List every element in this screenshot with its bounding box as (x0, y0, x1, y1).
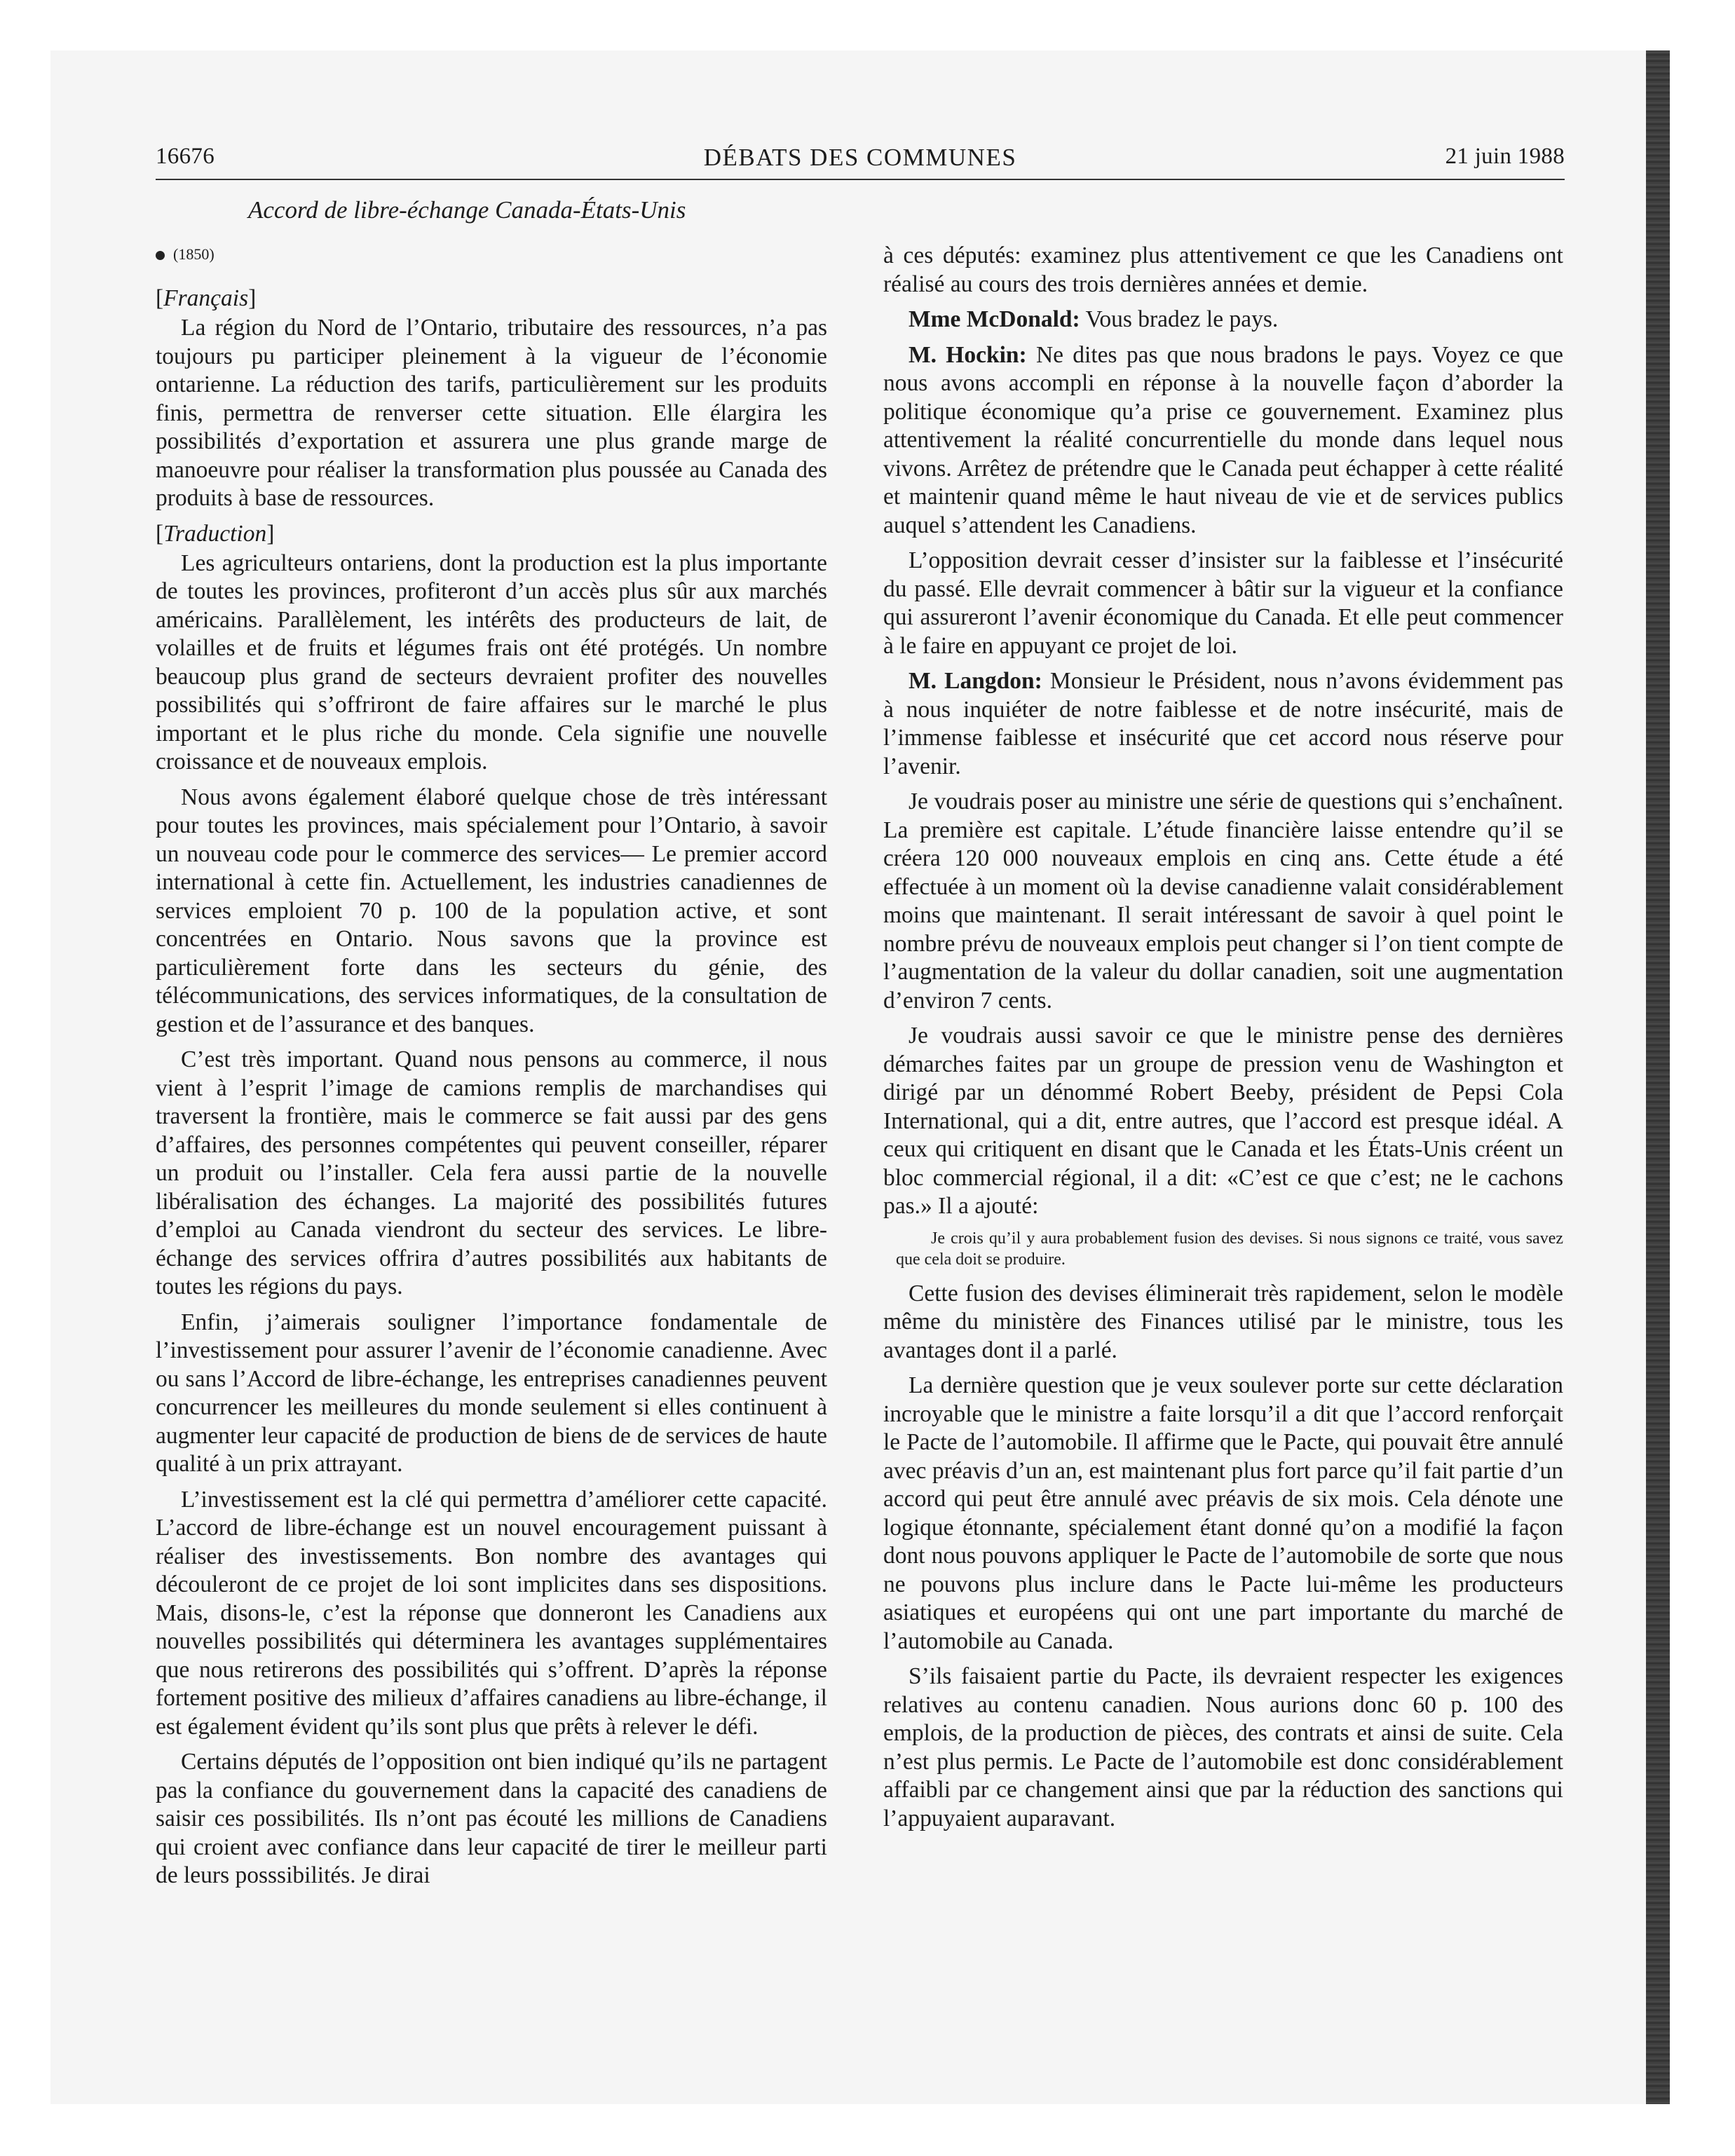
paragraph: La dernière question que je veux soulever porte sur cette déclaration incroyable que le ministre a faite lorsqu’il a dit que l’accord renforçait le Pacte de l’automobile. Il affirme que le Pacte, qui pouvait être annulé avec préavis d’un an, est maintenant plus fort parce qu’il fait partie d’un accord qui peut être annulé avec préavis de six mois. Cela dénote une logique étonnante, spécialement étant donné qu’on a modifié la façon dont nous pouvons appliquer le Pacte de l’automobile de sorte que nous ne pouvons plus inclure dans le Pacte lui-même les producteurs asiatiques et européens qui ont une part importante du marché de l’automobile au Canada. (883, 1372, 1563, 1654)
language-label: Traduction (163, 520, 267, 547)
paragraph: S’ils faisaient partie du Pacte, ils devraient respecter les exigences relatives au contenu canadien. Nous aurions donc 60 p. 100 des emplois, de la production de pièces, des contrats et ainsi de suite. Cela n’est plus permis. Le Pacte de l’automobile est donc considérablement affaibli par ce changement ainsi que par la réduction des sanctions qui l’appuyaient auparavant. (883, 1663, 1563, 1831)
speech-text: Monsieur le Président, nous n’avons évidemment pas à nous inquiéter de notre faiblesse et de notre insécurité, mais de l’immense faiblesse et insécurité que cet accord nous réserve pour l’avenir. (883, 668, 1563, 779)
paragraph: Certains députés de l’opposition ont bien indiqué qu’ils ne partagent pas la confiance du gouvernement dans la capacité des canadiens de saisir ces possibilités. Ils n’ont pas écouté les millions de Canadiens qui croient avec confiance dans leur capacité de tirer le meilleur parti de leurs posssibilités. Je dirai (156, 1749, 827, 1888)
paragraph: Je voudrais aussi savoir ce que le ministre pense des dernières démarches faites par un groupe de pression venu de Washington et dirigé par un dénommé Robert Beeby, président de Pepsi Cola International, qui a dit, entre autres, que l’accord est presque idéal. A ceux qui critiquent en disant que le Canada et les États-Unis créent un bloc commercial régional, il a dit: «C’est ce que c’est; ne le cachons pas.» Il a ajouté: (883, 1023, 1563, 1219)
paragraph: L’opposition devrait cesser d’insister sur la faiblesse et l’insécurité du passé. Elle devrait commencer à bâtir sur la vigueur et la confiance qui assureront l’avenir économique du Canada. Et elle peut commencer à le faire en appuyant ce projet de loi. (883, 547, 1563, 659)
language-marker: [Traduction] (156, 520, 275, 547)
speaker-name: M. Hockin: (909, 341, 1027, 368)
section-title: Accord de libre-échange Canada-États-Unis (248, 196, 686, 224)
block-quote: Je crois qu’il y aura probablement fusion des devises. Si nous signons ce traité, vous savez que cela doit se produire. (896, 1229, 1563, 1269)
paragraph: Je voudrais poser au ministre une série de questions qui s’enchaînent. La première est capitale. L’étude financière laisse entendre qu’il se créera 120 000 nouveaux emplois en cinq ans. Cette étude a été effectuée à un moment où la devise canadienne valait considérablement moins que maintenant. Il serait intéressant de savoir à quel point le nombre prévu de nouveaux emplois peut changer si l’on tient compte de l’augmentation de la valeur du dollar canadien, soit une augmentation d’environ 7 cents. (883, 789, 1563, 1014)
speech-text: Ne dites pas que nous bradons le pays. Voyez ce que nous avons accompli en réponse à la nouvelle façon d’aborder la politique économique qu’a prise ce gouvernement. Examinez plus attentivement la réalité concurrentielle du monde dans lequel nous vivons. Arrêtez de prétendre que le Canada peut échapper à cette réalité et maintenir quand même le haut niveau de vie et de services publics auquel s’attendent les Canadiens. (883, 341, 1563, 538)
timestamp-text: (1850) (173, 245, 215, 263)
paragraph: à ces députés: examinez plus attentivement ce que les Canadiens ont réalisé au cours des trois dernières années et demie. (883, 243, 1563, 297)
speech-hockin (883, 341, 1563, 540)
paragraph: La région du Nord de l’Ontario, tributaire des ressources, n’a pas toujours pu participer pleinement à la vigueur de l’économie ontarienne. La réduction des tarifs, particulièrement sur les produits finis, permettra de renverser cette situation. Elle élargira les possibilités d’exportation et assurera une plus grande marge de manoeuvre pour réaliser la transformation plus poussée au Canada des produits à base de ressources. (156, 315, 827, 511)
speech-langdon (883, 667, 1563, 781)
paragraph: Nous avons également élaboré quelque chose de très intéressant pour toutes les provinces, mais spécialement pour l’Ontario, à savoir un nouveau code pour le commerce des services— Le premier accord international à cette fin. Actuellement, les industries canadiennes de services emploient 70 p. 100 de la population active, et sont concentrées en Ontario. Nous savons que la province est particulièrement forte dans les secteurs du génie, des télécommunications, des services informatiques, de la consultation de gestion et de l’assurance et des banques. (156, 784, 827, 1037)
paragraph: Enfin, j’aimerais souligner l’importance fondamentale de l’investissement pour assurer l’avenir de l’économie canadienne. Avec ou sans l’Accord de libre-échange, les entreprises canadiennes peuvent concurrencer les meilleures du monde seulement si elles continuent à augmenter leur capacité de production de biens de de services de haute qualité à un prix attrayant. (156, 1309, 827, 1477)
bullet-icon (156, 251, 165, 260)
speaker-name: M. Langdon: (909, 668, 1042, 694)
page-number: 16676 (156, 144, 215, 169)
paragraph: Cette fusion des devises éliminerait très rapidement, selon le modèle même du ministère des Finances utilisé par le ministre, tous les avantages dont il a parlé. (883, 1280, 1563, 1363)
language-marker: [Français] (156, 285, 257, 311)
speech-mcdonald (883, 306, 1563, 334)
page-date: 21 juin 1988 (1445, 144, 1565, 169)
speaker-name: Mme McDonald: (909, 306, 1080, 332)
speech-text: Vous bradez le pays. (1085, 306, 1279, 332)
paragraph: L’investissement est la clé qui permettra d’améliorer cette capacité. L’accord de libre-échange est un nouvel encouragement puissant à réaliser des investissements. Bon nombre des avantages qui découleront de ce projet de loi sont implicites dans ses dispositions. Mais, disons-le, c’est la réponse que donneront les Canadiens aux nouvelles possibilités qui déterminera les avantages supplémentaires que nous retirerons des possibilités qui s’offrent. D’après la réponse fortement positive des milieux d’affaires canadiens au libre-échange, il est également évident qu’ils sont plus que prêts à relever le défi. (156, 1486, 827, 1740)
running-header (156, 144, 1565, 182)
left-column (156, 195, 827, 1897)
timestamp (156, 244, 827, 265)
publication-title: DÉBATS DES COMMUNES (703, 144, 1017, 171)
paragraph: Les agriculteurs ontariens, dont la production est la plus importante de toutes les provinces, profiteront d’un accès plus sûr aux marchés américains. Parallèlement, les intérêts des producteurs de lait, de volailles et de fruits et légumes frais ont été protégés. Un nombre beaucoup plus grand de secteurs devraient profiter des nouvelles possibilités qui s’offriront de faire affaires sur le marché le plus important et le plus riche du monde. Cela signifie une nouvelle croissance et de nouveaux emplois. (156, 550, 827, 775)
right-column (883, 242, 1563, 1840)
header-rule (156, 179, 1565, 180)
paragraph: C’est très important. Quand nous pensons au commerce, il nous vient à l’esprit l’image de camions remplis de marchandises qui traversent la frontière, mais le commerce se fait aussi par des gens d’affaires, des personnes compétentes qui peuvent conseiller, réparer un produit ou l’installer. Cela fera aussi partie de la nouvelle libéralisation des échanges. La majorité des possibilités futures d’emploi au Canada viendront du secteur des services. Le libre-échange des services offrira d’autres possibilités aux habitants de toutes les régions du pays. (156, 1046, 827, 1299)
scan-edge-shadow (1646, 50, 1670, 2104)
language-label: Français (163, 285, 249, 311)
